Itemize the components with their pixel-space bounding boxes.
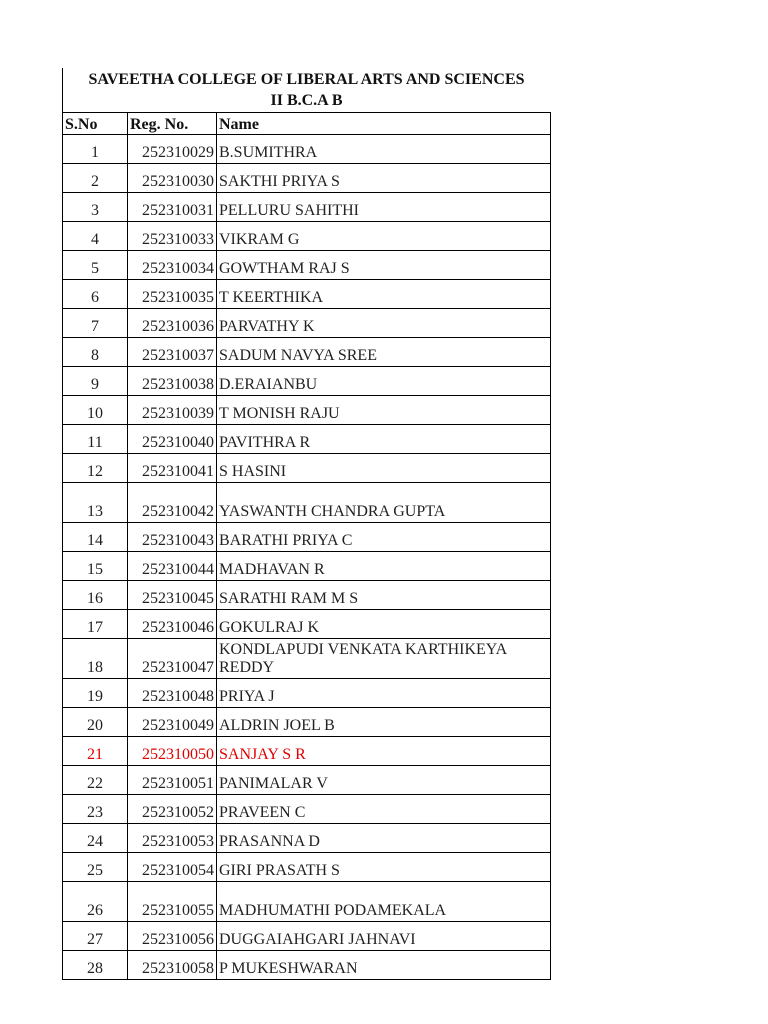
cell-name: T MONISH RAJU xyxy=(217,396,551,425)
cell-sno: 27 xyxy=(63,922,128,951)
cell-sno: 15 xyxy=(63,552,128,581)
cell-sno: 24 xyxy=(63,824,128,853)
table-row xyxy=(63,222,551,251)
cell-sno: 17 xyxy=(63,610,128,639)
cell-name: ALDRIN JOEL B xyxy=(217,708,551,737)
cell-reg-no: 252310045 xyxy=(128,581,217,610)
cell-reg-no: 252310041 xyxy=(128,454,217,483)
cell-name: GIRI PRASATH S xyxy=(217,853,551,882)
cell-reg-no: 252310055 xyxy=(128,882,217,922)
cell-sno: 9 xyxy=(63,367,128,396)
cell-sno: 22 xyxy=(63,766,128,795)
cell-sno: 18 xyxy=(63,639,128,679)
table-row xyxy=(63,164,551,193)
table-row xyxy=(63,280,551,309)
table-row xyxy=(63,251,551,280)
cell-reg-no: 252310033 xyxy=(128,222,217,251)
table-row xyxy=(63,396,551,425)
table-row xyxy=(63,610,551,639)
table-row xyxy=(63,135,551,164)
table-row xyxy=(63,824,551,853)
cell-reg-no: 252310034 xyxy=(128,251,217,280)
cell-reg-no: 252310050 xyxy=(128,737,217,766)
cell-name: PAVITHRA R xyxy=(217,425,551,454)
cell-name: S HASINI xyxy=(217,454,551,483)
table-row xyxy=(63,766,551,795)
column-header-sno: S.No xyxy=(63,113,128,135)
cell-name: PARVATHY K xyxy=(217,309,551,338)
cell-sno: 23 xyxy=(63,795,128,824)
cell-reg-no: 252310037 xyxy=(128,338,217,367)
cell-name: MADHUMATHI PODAMEKALA xyxy=(217,882,551,922)
table-row xyxy=(63,679,551,708)
cell-reg-no: 252310042 xyxy=(128,483,217,523)
cell-name: PANIMALAR V xyxy=(217,766,551,795)
cell-name: P MUKESHWARAN xyxy=(217,951,551,980)
cell-sno: 21 xyxy=(63,737,128,766)
table-row xyxy=(63,882,551,922)
cell-sno: 20 xyxy=(63,708,128,737)
cell-sno: 2 xyxy=(63,164,128,193)
cell-sno: 11 xyxy=(63,425,128,454)
table-row xyxy=(63,367,551,396)
column-header-reg-no: Reg. No. xyxy=(128,113,217,135)
cell-name: SANJAY S R xyxy=(217,737,551,766)
cell-reg-no: 252310048 xyxy=(128,679,217,708)
table-row xyxy=(63,951,551,980)
cell-sno: 8 xyxy=(63,338,128,367)
title-block xyxy=(62,68,550,112)
cell-reg-no: 252310049 xyxy=(128,708,217,737)
cell-reg-no: 252310053 xyxy=(128,824,217,853)
cell-sno: 16 xyxy=(63,581,128,610)
cell-sno: 25 xyxy=(63,853,128,882)
cell-reg-no: 252310052 xyxy=(128,795,217,824)
cell-sno: 28 xyxy=(63,951,128,980)
cell-name: GOWTHAM RAJ S xyxy=(217,251,551,280)
cell-reg-no: 252310043 xyxy=(128,523,217,552)
table-row xyxy=(63,922,551,951)
table-row xyxy=(63,483,551,523)
cell-reg-no: 252310035 xyxy=(128,280,217,309)
cell-name: SARATHI RAM M S xyxy=(217,581,551,610)
cell-name: BARATHI PRIYA C xyxy=(217,523,551,552)
cell-reg-no: 252310051 xyxy=(128,766,217,795)
cell-reg-no: 252310040 xyxy=(128,425,217,454)
cell-sno: 4 xyxy=(63,222,128,251)
cell-sno: 7 xyxy=(63,309,128,338)
cell-sno: 14 xyxy=(63,523,128,552)
cell-name: B.SUMITHRA xyxy=(217,135,551,164)
cell-sno: 1 xyxy=(63,135,128,164)
cell-name: SAKTHI PRIYA S xyxy=(217,164,551,193)
cell-reg-no: 252310031 xyxy=(128,193,217,222)
table-row xyxy=(63,309,551,338)
cell-sno: 26 xyxy=(63,882,128,922)
table-row xyxy=(63,425,551,454)
table-row xyxy=(63,853,551,882)
table-row xyxy=(63,193,551,222)
student-table xyxy=(62,112,551,980)
cell-name: GOKULRAJ K xyxy=(217,610,551,639)
class-title: II B.C.A B xyxy=(270,92,343,109)
cell-name: KONDLAPUDI VENKATA KARTHIKEYA REDDY xyxy=(217,639,551,679)
cell-name: PRAVEEN C xyxy=(217,795,551,824)
cell-name: VIKRAM G xyxy=(217,222,551,251)
cell-sno: 6 xyxy=(63,280,128,309)
cell-reg-no: 252310038 xyxy=(128,367,217,396)
cell-sno: 3 xyxy=(63,193,128,222)
table-row xyxy=(63,639,551,679)
cell-name: T KEERTHIKA xyxy=(217,280,551,309)
table-row xyxy=(63,454,551,483)
cell-reg-no: 252310046 xyxy=(128,610,217,639)
table-row xyxy=(63,737,551,766)
cell-name: PRIYA J xyxy=(217,679,551,708)
table-row xyxy=(63,338,551,367)
column-header-name: Name xyxy=(217,113,551,135)
cell-sno: 19 xyxy=(63,679,128,708)
cell-name: YASWANTH CHANDRA GUPTA xyxy=(217,483,551,523)
cell-reg-no: 252310036 xyxy=(128,309,217,338)
cell-name: PELLURU SAHITHI xyxy=(217,193,551,222)
cell-name: MADHAVAN R xyxy=(217,552,551,581)
cell-reg-no: 252310029 xyxy=(128,135,217,164)
table-row xyxy=(63,708,551,737)
cell-reg-no: 252310030 xyxy=(128,164,217,193)
table-header-row xyxy=(63,113,551,135)
student-list-sheet xyxy=(62,68,550,980)
college-title: SAVEETHA COLLEGE OF LIBERAL ARTS AND SCIENCES xyxy=(88,71,525,88)
cell-sno: 13 xyxy=(63,483,128,523)
cell-sno: 10 xyxy=(63,396,128,425)
cell-name: PRASANNA D xyxy=(217,824,551,853)
cell-sno: 12 xyxy=(63,454,128,483)
table-row xyxy=(63,581,551,610)
cell-name: SADUM NAVYA SREE xyxy=(217,338,551,367)
cell-reg-no: 252310056 xyxy=(128,922,217,951)
cell-name: DUGGAIAHGARI JAHNAVI xyxy=(217,922,551,951)
table-row xyxy=(63,552,551,581)
cell-reg-no: 252310054 xyxy=(128,853,217,882)
cell-reg-no: 252310058 xyxy=(128,951,217,980)
cell-reg-no: 252310044 xyxy=(128,552,217,581)
cell-reg-no: 252310039 xyxy=(128,396,217,425)
cell-reg-no: 252310047 xyxy=(128,639,217,679)
cell-name: D.ERAIANBU xyxy=(217,367,551,396)
table-row xyxy=(63,523,551,552)
cell-sno: 5 xyxy=(63,251,128,280)
table-row xyxy=(63,795,551,824)
